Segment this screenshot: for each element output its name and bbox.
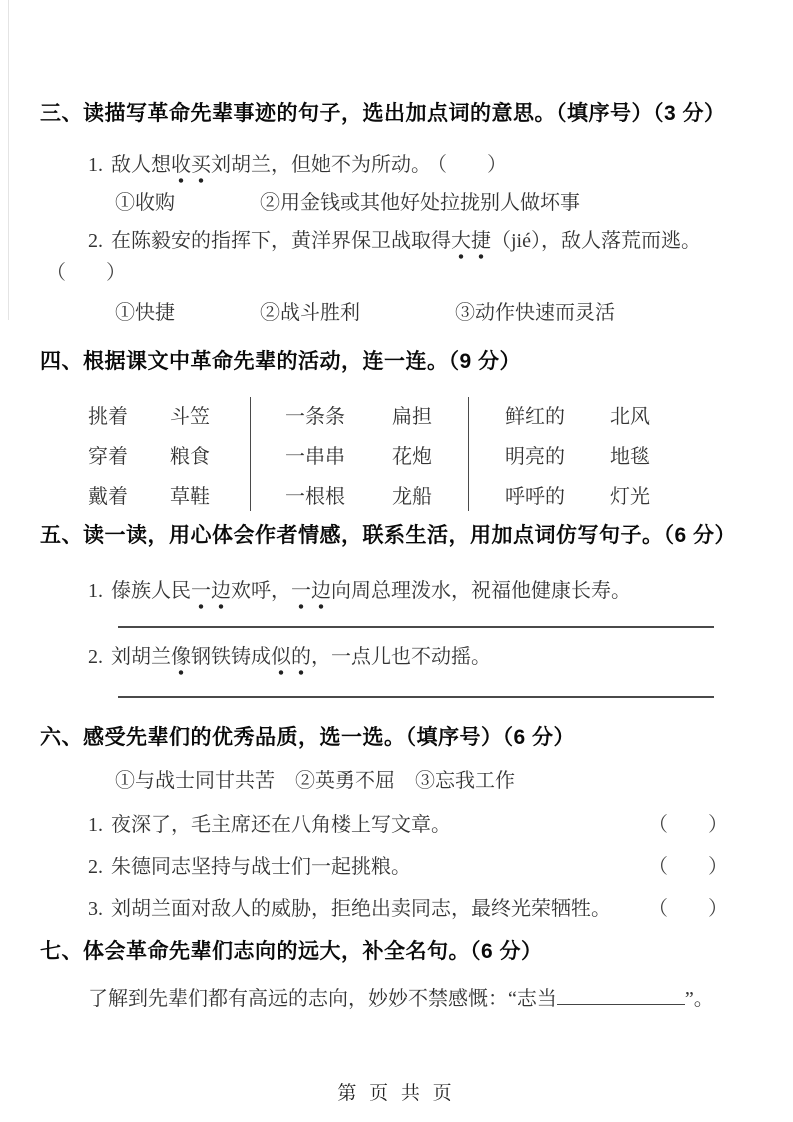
question-text: 朱德同志坚持与战士们一起挑粮。 xyxy=(111,856,411,878)
option-3: ③忘我工作 xyxy=(415,770,515,792)
option-2: ②用金钱或其他好处拉拢别人做坏事 xyxy=(260,192,580,214)
question-text: 钢铁铸成 xyxy=(191,646,271,668)
section-5-title: 五、读一读，用心体会作者情感，联系生活，用加点词仿写句子。（6 分） xyxy=(40,524,737,547)
question-text: 欢呼， xyxy=(231,580,291,602)
scan-edge-artifact xyxy=(8,0,9,320)
answer-paren-blank: （ ） xyxy=(437,154,507,176)
section-5 xyxy=(40,522,761,698)
matching-cell: 鲜红的 xyxy=(505,405,565,428)
matching-cell: 穿着 xyxy=(88,445,128,468)
matching-cell: 花炮 xyxy=(392,445,432,468)
matching-row xyxy=(88,394,761,434)
matching-cell: 一根根 xyxy=(285,485,345,508)
question-text: ，一点儿也不动摇。 xyxy=(311,646,491,668)
section-4 xyxy=(40,348,761,514)
column-divider xyxy=(468,397,469,511)
sentence-text: 了解到先辈们都有高远的志向，妙妙不禁感慨：“志当 xyxy=(88,988,557,1010)
page-footer: 第 页 共 页 xyxy=(337,1083,456,1104)
question-number: 1. xyxy=(88,814,103,836)
answer-paren-blank: （ ） xyxy=(648,814,728,836)
question-text: 刘胡兰 xyxy=(111,646,171,668)
matching-row xyxy=(88,434,761,474)
matching-cell: 粮食 xyxy=(170,445,210,468)
question-text: （jié），敌人落荒而逃。 xyxy=(491,230,701,252)
option-3: ③动作快速而灵活 xyxy=(455,302,615,324)
column-divider xyxy=(250,397,251,511)
matching-grid xyxy=(88,394,761,514)
worksheet-content xyxy=(40,100,761,1012)
option-1: ①收购 xyxy=(115,192,175,214)
matching-cell: 一串串 xyxy=(285,445,345,468)
section-5-question-2 xyxy=(88,644,761,670)
option-1: ①快捷 xyxy=(115,302,175,324)
section-7-sentence xyxy=(88,984,761,1012)
question-text: 刘胡兰，但她不为所动。 xyxy=(211,154,431,176)
section-6-item-3 xyxy=(88,896,761,922)
section-6 xyxy=(40,724,761,922)
matching-cell: 挑着 xyxy=(88,405,128,428)
option-2: ②英勇不屈 xyxy=(295,770,395,792)
section-5-question-1 xyxy=(88,578,761,604)
section-3-question-2-options xyxy=(115,300,761,326)
answer-paren-blank: （ ） xyxy=(46,262,126,284)
emphasized-word: 似的 xyxy=(271,646,311,675)
fill-in-blank xyxy=(557,984,685,1005)
question-number: 2. xyxy=(88,230,103,252)
matching-cell: 草鞋 xyxy=(170,485,210,508)
section-3-question-1-options xyxy=(115,190,761,216)
option-2: ②战斗胜利 xyxy=(260,302,360,324)
section-7-title: 七、体会革命先辈们志向的远大，补全名句。（6 分） xyxy=(40,940,543,963)
question-number: 2. xyxy=(88,856,103,878)
question-number: 3. xyxy=(88,898,103,920)
section-6-title: 六、感受先辈们的优秀品质，选一选。（填序号）（6 分） xyxy=(40,726,576,749)
question-text: 在陈毅安的指挥下，黄洋界保卫战取得 xyxy=(111,230,451,252)
section-3 xyxy=(40,100,761,326)
emphasized-word: 一边 xyxy=(191,580,231,609)
section-6-options xyxy=(115,768,761,794)
section-3-question-2 xyxy=(88,228,761,254)
section-6-item-1 xyxy=(88,812,761,838)
matching-row xyxy=(88,474,761,514)
section-4-title: 四、根据课文中革命先辈的活动，连一连。（9 分） xyxy=(40,350,522,373)
matching-cell: 一条条 xyxy=(285,405,345,428)
question-text: 刘胡兰面对敌人的威胁，拒绝出卖同志，最终光荣牺牲。 xyxy=(111,898,611,920)
section-3-title: 三、读描写革命先辈事迹的句子，选出加点词的意思。（填序号）（3 分） xyxy=(40,102,726,125)
answer-line xyxy=(118,696,714,698)
emphasized-word: 大捷 xyxy=(451,230,491,259)
section-3-question-2-paren-line xyxy=(40,260,761,286)
question-number: 2. xyxy=(88,646,103,668)
question-number: 1. xyxy=(88,154,103,176)
answer-paren-blank: （ ） xyxy=(648,898,728,920)
section-3-question-1 xyxy=(88,152,761,178)
matching-cell: 灯光 xyxy=(610,485,650,508)
option-1: ①与战士同甘共苦 xyxy=(115,770,275,792)
emphasized-word: 收买 xyxy=(171,154,211,183)
section-7 xyxy=(40,938,761,1012)
answer-line xyxy=(118,626,714,628)
section-6-item-2 xyxy=(88,854,761,880)
question-text: 傣族人民 xyxy=(111,580,191,602)
matching-cell: 地毯 xyxy=(610,445,650,468)
answer-paren-blank: （ ） xyxy=(648,856,728,878)
question-text: 敌人想 xyxy=(111,154,171,176)
sentence-text: ”。 xyxy=(684,988,714,1010)
question-number: 1. xyxy=(88,580,103,602)
matching-cell: 戴着 xyxy=(88,485,128,508)
emphasized-word: 像 xyxy=(171,646,191,675)
matching-cell: 明亮的 xyxy=(505,445,565,468)
matching-cell: 龙船 xyxy=(392,485,432,508)
emphasized-word: 一边 xyxy=(291,580,331,609)
matching-cell: 斗笠 xyxy=(170,405,210,428)
question-text: 向周总理泼水，祝福他健康长寿。 xyxy=(331,580,631,602)
matching-cell: 北风 xyxy=(610,405,650,428)
matching-cell: 扁担 xyxy=(392,405,432,428)
matching-cell: 呼呼的 xyxy=(505,485,565,508)
question-text: 夜深了，毛主席还在八角楼上写文章。 xyxy=(111,814,451,836)
